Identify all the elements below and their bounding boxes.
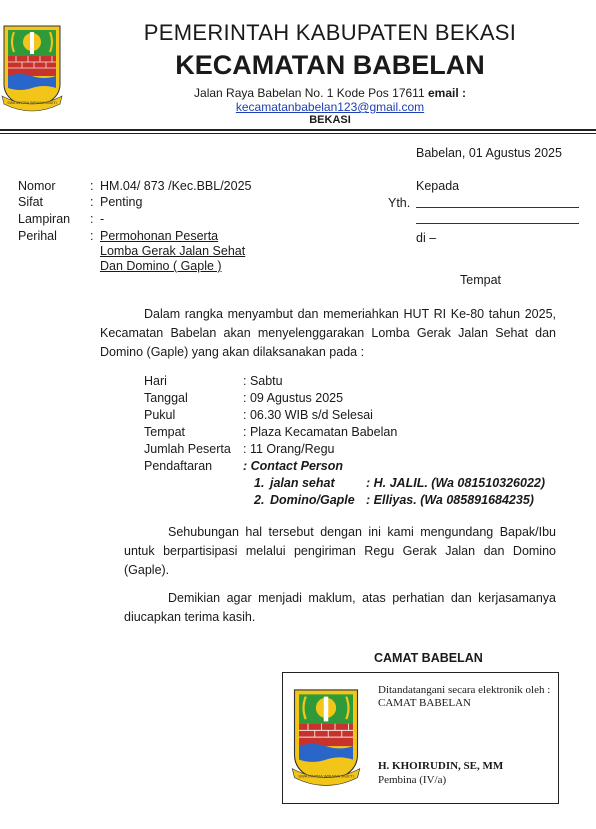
emblem-caption: SWATANTRA WIBAWA MUKTI xyxy=(7,101,57,105)
letter-date: Babelan, 01 Agustus 2025 xyxy=(416,146,562,160)
detail-label-tanggal: Tanggal xyxy=(144,391,188,405)
detail-label-hari: Hari xyxy=(144,374,167,388)
detail-value-hari: : Sabtu xyxy=(243,374,283,388)
meta-label-lampiran: Lampiran xyxy=(18,212,71,226)
signatory-rank: Pembina (IV/a) xyxy=(378,774,447,786)
contact-2-number: 2. xyxy=(254,493,265,507)
contact-2-person: : Elliyas. (Wa 085891684235) xyxy=(366,493,534,507)
recipient-blank-line-2 xyxy=(416,223,579,224)
detail-value-tempat: : Plaza Kecamatan Babelan xyxy=(243,425,398,439)
meta-value-sifat: Penting xyxy=(100,195,143,209)
meta-sep-sifat: : xyxy=(90,195,94,209)
body-paragraph-1: Dalam rangka menyambut dan memeriahkan HUT RI Ke-80 tahun 2025, Kecamatan Babelan akan menyelenggarakan Lomba Gerak Jalan Sehat dan Domino (Gaple) yang akan dilaksanakan pada : xyxy=(100,307,556,359)
contact-2-event: Domino/Gaple xyxy=(270,493,355,507)
recipient-kepada: Kepada xyxy=(416,179,460,193)
signature-emblem-caption: SWATANTRA WIBAWA MUKTI xyxy=(298,773,354,779)
contact-1-number: 1. xyxy=(254,476,265,490)
contact-1-person: : H. JALIL. (Wa 081510326022) xyxy=(366,476,546,490)
detail-label-jumlah-peserta: Jumlah Peserta xyxy=(144,442,231,456)
kabupaten-bekasi-emblem-logo xyxy=(0,22,64,112)
subject-line-1: Permohonan Peserta xyxy=(100,229,219,243)
recipient-tempat: Tempat xyxy=(460,273,501,287)
signatory-name: H. KHOIRUDIN, SE, MM xyxy=(378,760,504,772)
detail-label-pendaftaran: Pendaftaran xyxy=(144,459,213,473)
meta-value-nomor: HM.04/ 873 /Kec.BBL/2025 xyxy=(100,179,252,193)
meta-value-lampiran: - xyxy=(100,212,105,226)
detail-value-jumlah-peserta: : 11 Orang/Regu xyxy=(243,442,335,456)
meta-sep-nomor: : xyxy=(90,179,94,193)
detail-label-pukul: Pukul xyxy=(144,408,176,422)
detail-label-tempat: Tempat xyxy=(144,425,185,439)
meta-label-perihal: Perihal xyxy=(18,229,57,243)
meta-sep-perihal: : xyxy=(90,229,94,243)
recipient-yth: Yth. xyxy=(388,196,411,210)
signatory-title: CAMAT BABELAN xyxy=(374,651,483,665)
header-divider xyxy=(0,129,596,131)
detail-value-pendaftaran: : Contact Person xyxy=(243,459,344,473)
email-label: email : xyxy=(427,86,466,100)
detail-value-tanggal: : 09 Agustus 2025 xyxy=(243,391,344,405)
contact-1-event: jalan sehat xyxy=(270,476,335,490)
address-text: Jalan Raya Babelan No. 1 Kode Pos 17611 xyxy=(194,86,425,100)
email-link[interactable]: kecamatanbabelan123@gmail.com xyxy=(235,100,425,114)
detail-value-pukul: : 06.30 WIB s/d Selesai xyxy=(243,408,373,422)
subject-line-2: Lomba Gerak Jalan Sehat xyxy=(100,244,246,258)
body-paragraph-2: Sehubungan hal tersebut dengan ini kami mengundang Bapak/Ibu untuk berpartisipasi melalui pengiriman Regu Gerak Jalan dan Domino (Gaple). xyxy=(124,525,556,577)
recipient-di: di – xyxy=(416,231,437,245)
address xyxy=(80,86,580,100)
signature-emblem-logo xyxy=(290,682,362,790)
signed-by-title: CAMAT BABELAN xyxy=(378,697,472,709)
government-name: PEMERINTAH KABUPATEN BEKASI xyxy=(143,20,517,45)
header-divider-thin xyxy=(0,133,596,134)
city: BEKASI xyxy=(309,114,351,126)
recipient-blank-line-1 xyxy=(416,207,579,208)
signed-electronically-note: Ditandatangani secara elektronik oleh : xyxy=(378,684,551,696)
body-paragraph-3: Demikian agar menjadi maklum, atas perhatian dan kerjasamanya diucapkan terima kasih. xyxy=(124,591,556,624)
subject-line-3: Dan Domino ( Gaple ) xyxy=(100,259,222,273)
meta-label-nomor: Nomor xyxy=(18,179,56,193)
meta-label-sifat: Sifat xyxy=(18,195,44,209)
meta-sep-lampiran: : xyxy=(90,212,94,226)
district-name: KECAMATAN BABELAN xyxy=(175,50,485,80)
